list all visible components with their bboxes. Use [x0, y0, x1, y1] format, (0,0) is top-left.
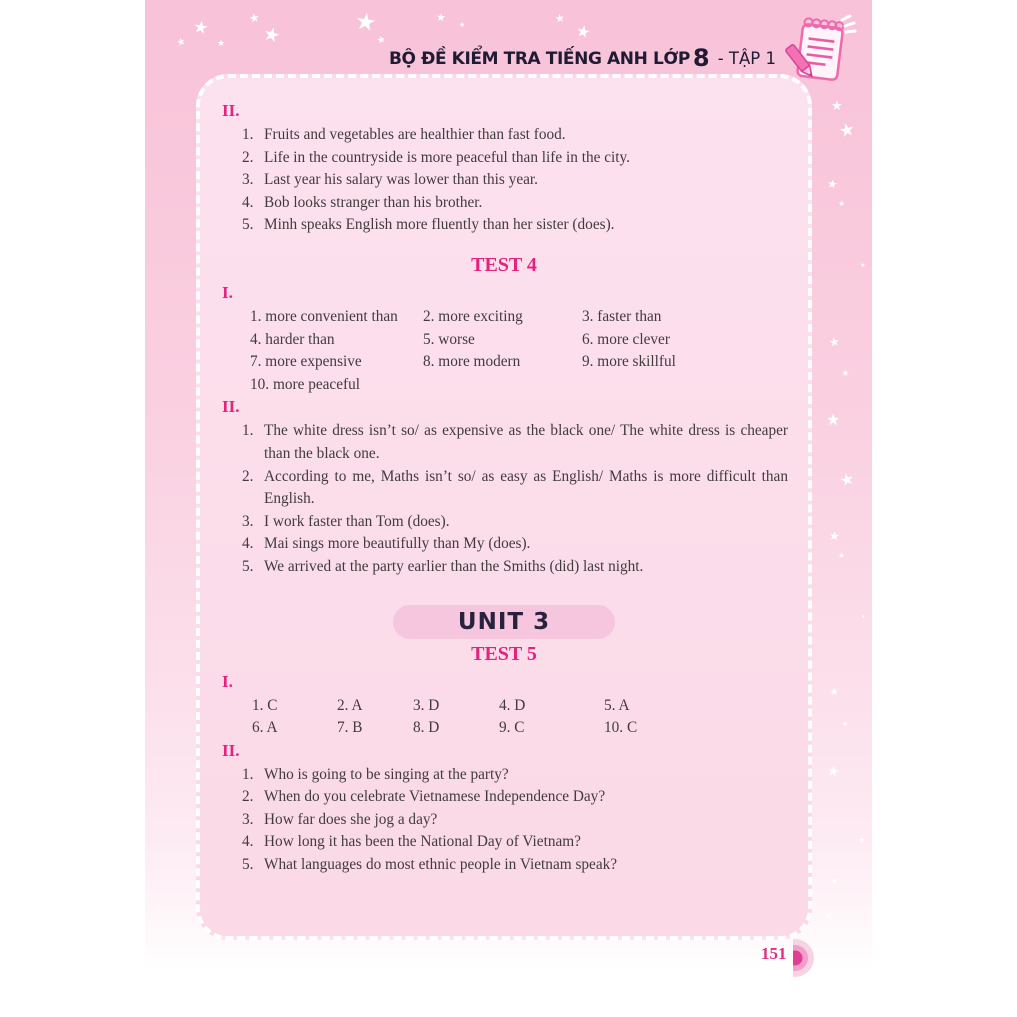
item-number: 2. — [242, 788, 254, 806]
star-icon: ★ — [836, 118, 858, 143]
star-icon: ★ — [860, 262, 866, 269]
answer-cell: 9. C — [499, 719, 525, 737]
star-icon: ★ — [825, 911, 833, 920]
list-item — [220, 556, 788, 579]
answer-row — [250, 306, 788, 329]
answer-cell: 4. harder than — [250, 330, 335, 348]
list-item — [220, 466, 788, 511]
item-text: I work faster than Tom (does). — [264, 512, 450, 530]
item-number: 4. — [242, 193, 254, 211]
star-icon: ★ — [826, 410, 841, 429]
item-number: 1. — [242, 765, 254, 783]
answer-cell: 5. worse — [423, 330, 475, 348]
item-number: 2. — [242, 148, 254, 166]
answer-cell: 4. D — [499, 696, 526, 714]
star-icon: ★ — [858, 836, 867, 846]
list-item — [220, 533, 788, 556]
test5-questions-list — [220, 764, 788, 877]
list-item — [220, 147, 788, 170]
item-text: Life in the countryside is more peaceful than life in the city. — [264, 148, 631, 166]
list-item — [220, 764, 788, 787]
star-icon: ★ — [838, 199, 846, 208]
item-text: How far does she jog a day? — [264, 810, 438, 828]
item-number: 5. — [242, 557, 254, 575]
answer-cell: 7. B — [337, 719, 363, 737]
item-number: 3. — [242, 171, 254, 189]
test5-answer-grid — [220, 695, 788, 740]
item-number: 5. — [242, 216, 254, 234]
item-text: How long it has been the National Day of Vietnam? — [264, 833, 581, 851]
answer-cell: 2. more exciting — [423, 307, 523, 325]
star-icon: ★ — [825, 176, 839, 192]
item-text: What languages do most ethnic people in Vietnam speak? — [264, 856, 618, 874]
answer-cell: 9. more skillful — [582, 353, 676, 371]
test4-answer-grid — [220, 306, 788, 396]
answer-cell: 10. more peaceful — [250, 375, 360, 393]
star-icon: ★ — [191, 16, 210, 40]
star-icon: ★ — [353, 6, 379, 38]
item-text: The white dress isn’t so/ as expensive as the black one/ The white dress is cheaper than the black one. — [264, 422, 788, 462]
item-number: 4. — [242, 833, 254, 851]
item-number: 2. — [242, 467, 254, 485]
page-number: 151 — [761, 944, 787, 963]
star-icon: ★ — [574, 20, 593, 43]
bullseye-decoration-icon — [793, 937, 817, 979]
star-icon: ★ — [828, 528, 841, 544]
item-number: 3. — [242, 512, 254, 530]
star-icon: ★ — [840, 368, 851, 380]
answer-cell: 3. faster than — [582, 307, 662, 325]
content-panel — [196, 74, 812, 940]
item-number: 5. — [242, 856, 254, 874]
star-icon: ★ — [554, 11, 566, 26]
unit3-heading-pill — [393, 605, 615, 639]
list-item — [220, 124, 788, 147]
answer-cell: 7. more expensive — [250, 353, 362, 371]
star-icon: ★ — [217, 39, 226, 49]
section-label: II. — [222, 740, 240, 760]
list-item — [220, 192, 788, 215]
list-item — [220, 511, 788, 534]
answer-row — [250, 329, 788, 352]
star-icon: ★ — [838, 551, 846, 560]
list-item — [220, 214, 788, 237]
star-icon: ★ — [829, 686, 840, 699]
test5-title: TEST 5 — [471, 642, 537, 665]
item-text: When do you celebrate Vietnamese Independence Day? — [264, 788, 606, 806]
list-item — [220, 809, 788, 832]
answer-cell: 3. D — [413, 696, 440, 714]
item-number: 3. — [242, 810, 254, 828]
test4-sentences-list — [220, 420, 788, 578]
answer-cell — [582, 374, 788, 397]
item-text: Fruits and vegetables are healthier than fast food. — [264, 126, 566, 143]
section-label: I. — [222, 282, 233, 302]
item-text: We arrived at the party earlier than the Smiths (did) last night. — [264, 557, 644, 575]
section-label: II. — [222, 101, 240, 120]
book-title-volume: - TẬP 1 — [717, 49, 776, 68]
answer-cell: 6. more clever — [582, 330, 670, 348]
item-text: Last year his salary was lower than this year. — [264, 171, 538, 189]
answer-cell: 2. A — [337, 696, 363, 714]
answer-row — [250, 351, 788, 374]
answer-cell: 10. C — [604, 719, 638, 737]
list-item — [220, 169, 788, 192]
star-icon: ★ — [837, 468, 857, 491]
item-number: 1. — [242, 422, 254, 440]
test4-title: TEST 4 — [471, 253, 537, 276]
star-icon: ★ — [842, 720, 849, 728]
item-number: 4. — [242, 535, 254, 553]
answer-cell: 1. C — [252, 696, 278, 714]
page — [145, 0, 872, 1002]
answer-cell: 6. A — [252, 719, 278, 737]
book-title — [389, 44, 776, 72]
section-label: II. — [222, 397, 240, 417]
star-icon: ★ — [459, 21, 466, 29]
answers-list-top — [220, 124, 788, 237]
star-icon: ★ — [825, 763, 841, 781]
star-icon: ★ — [247, 10, 261, 26]
list-item — [220, 831, 788, 854]
star-icon: ★ — [829, 876, 840, 888]
item-number: 1. — [242, 126, 254, 143]
unit3-title: UNIT 3 — [457, 608, 551, 635]
book-title-main: BỘ ĐỀ KIỂM TRA TIẾNG ANH LỚP — [388, 49, 690, 69]
answer-cell: 8. more modern — [423, 353, 521, 371]
star-icon: ★ — [175, 36, 188, 49]
book-title-grade: 8 — [692, 44, 710, 72]
answer-row — [250, 374, 788, 397]
list-item — [220, 786, 788, 809]
answer-cell: 8. D — [413, 719, 440, 737]
list-item — [220, 420, 788, 465]
item-text: Bob looks stranger than his brother. — [264, 193, 483, 211]
item-text: Who is going to be singing at the party? — [264, 765, 509, 783]
star-icon: ★ — [831, 99, 843, 114]
star-icon: ★ — [260, 22, 283, 48]
star-icon: ★ — [375, 34, 387, 47]
answer-cell: 5. A — [604, 696, 630, 714]
answer-cell — [423, 374, 582, 397]
star-icon: ★ — [827, 334, 841, 350]
item-text: Minh speaks English more fluently than her sister (does). — [264, 216, 615, 234]
item-text: According to me, Maths isn’t so/ as easy as English/ Maths is more difficult than English. — [264, 467, 788, 508]
item-text: Mai sings more beautifully than My (does). — [264, 535, 531, 553]
section-label: I. — [222, 671, 233, 691]
star-icon: ★ — [435, 10, 447, 25]
answer-cell: 1. more convenient than — [250, 307, 398, 325]
star-icon: ★ — [861, 614, 866, 620]
answer-row — [252, 717, 788, 740]
list-item — [220, 854, 788, 877]
answer-row — [252, 695, 788, 718]
